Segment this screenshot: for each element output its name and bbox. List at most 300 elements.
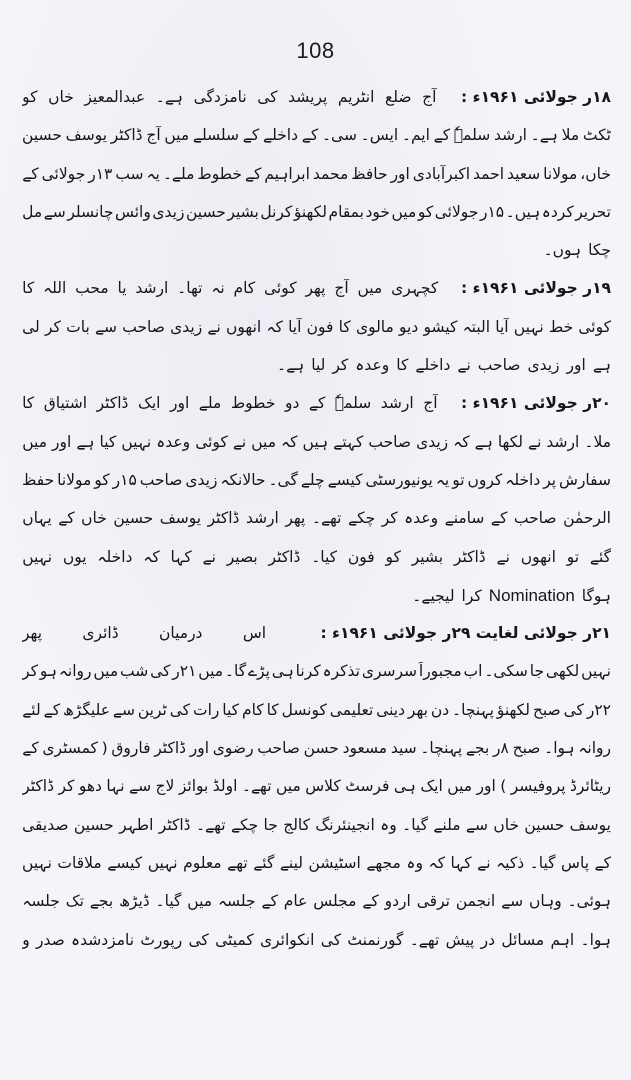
word: لینے [279, 853, 304, 872]
word: اس [242, 624, 267, 643]
word: لی [22, 317, 40, 336]
word: کو [22, 88, 38, 106]
word: لکھنؤ [293, 202, 327, 221]
word: دن [430, 700, 450, 719]
word: وائس [114, 202, 151, 221]
word: کوئی [264, 279, 297, 298]
word: ہوا۔ [544, 739, 575, 758]
word: ایک [137, 394, 161, 413]
word: رپورٹ [140, 930, 183, 949]
word: نے [202, 547, 216, 566]
word: نہیں [22, 853, 52, 872]
text-line [22, 433, 611, 471]
word: نامزدشدہ [71, 930, 135, 949]
word: داخلہ [97, 547, 133, 566]
word: کی [563, 700, 584, 719]
word: یوں [62, 547, 87, 566]
word: کرا [461, 586, 482, 605]
word: تذکرہ [322, 662, 360, 681]
word: گا۔ [224, 662, 247, 681]
word: ڈاکٹر [110, 126, 143, 145]
word: کر [22, 662, 39, 681]
word: صاحب [257, 739, 300, 758]
word: دیو [399, 317, 419, 336]
word: کیا [222, 700, 240, 719]
word: ڈائری [82, 624, 119, 643]
word: اللہ [43, 279, 67, 298]
word: کہتے [333, 432, 364, 451]
word: کالج [283, 815, 311, 834]
text-line [22, 662, 611, 700]
word: کے [22, 739, 39, 758]
text-line [22, 777, 611, 815]
word: ہی [271, 662, 294, 681]
word: عبدالمعیز [84, 88, 146, 106]
word: ہوئی۔ [567, 892, 611, 911]
word: صاحب [122, 317, 165, 336]
word: کرنا [295, 662, 321, 681]
word: کیا [99, 432, 117, 451]
word: کے [244, 164, 262, 183]
word: روانہ [58, 662, 92, 681]
word: سے [94, 317, 118, 336]
word: ۱۳ر [88, 164, 113, 183]
word: تک [65, 892, 84, 911]
word: کے [433, 126, 451, 145]
entry-date: ۱۹ر جولائی ۱۹۶۱ء : [461, 279, 611, 298]
word: صدیقی [22, 815, 69, 834]
word: گئے [589, 547, 611, 566]
word: تھے [227, 853, 248, 872]
word: ۲۲ر [586, 700, 611, 719]
word: فون [306, 317, 334, 336]
word: کام [241, 700, 264, 719]
word: حسین [186, 202, 226, 221]
word: پاس [561, 853, 590, 872]
word: ارشد [245, 509, 279, 528]
word: ڈاکٹر [268, 547, 301, 566]
word: ترقی [416, 892, 450, 911]
word: بات [66, 317, 90, 336]
word: ڈاکٹر [96, 394, 129, 413]
word: نامزدگی [193, 88, 247, 106]
word: کی [188, 930, 209, 949]
word: ارشد [135, 279, 169, 298]
word: پھر [285, 509, 306, 528]
word: کا [22, 394, 35, 413]
word: کے [594, 853, 611, 872]
word: کو [417, 202, 434, 221]
word: کردہ [541, 202, 574, 221]
word: تھے۔ [241, 777, 272, 796]
word: خاں [493, 815, 520, 834]
word: علیگڑھ [62, 700, 110, 719]
word: کیا۔ [311, 547, 338, 566]
word: کیشو [423, 317, 458, 336]
page-number: 108 [296, 38, 335, 63]
word: سے [501, 892, 524, 911]
text-line [22, 126, 611, 164]
word: کی [150, 662, 171, 681]
word: کہا [170, 547, 192, 566]
word: میں [187, 892, 213, 911]
word: سے [112, 700, 135, 719]
word: نے [528, 432, 542, 451]
word: یوسف [569, 815, 611, 834]
word: میں [357, 279, 383, 298]
word: صاحب [477, 356, 521, 375]
word: کے [301, 126, 319, 145]
text-line [22, 739, 611, 777]
word: ہوگا [581, 586, 611, 605]
word: حافظ [351, 164, 388, 183]
word: احمد [473, 164, 505, 183]
word: وہاں [529, 892, 562, 911]
word: یوسف [65, 126, 108, 145]
word: اکبرآبادی [412, 164, 471, 183]
word: چکے [348, 509, 376, 528]
word: ضلع [385, 88, 412, 106]
word: فون [347, 547, 375, 566]
word: مجھے [366, 853, 401, 872]
word: کر [381, 509, 398, 528]
word: آیا [495, 317, 509, 336]
word: حفظ [22, 470, 55, 489]
word: سامنے [444, 509, 485, 528]
word: مل [22, 202, 43, 221]
word: آیا [288, 317, 302, 336]
word: تحریر [575, 202, 611, 221]
word: داخلہ [505, 470, 541, 489]
word: اسٹیشن [308, 853, 361, 872]
diary-entry-heading-line [22, 394, 611, 432]
word: نے [457, 356, 471, 375]
word: خطوط [230, 394, 276, 413]
word: ٹکٹ [582, 126, 611, 145]
word: اب [463, 662, 483, 681]
word: تھا۔ [177, 279, 203, 298]
word: حالانکہ [220, 470, 266, 489]
text-line [22, 356, 611, 394]
word: آج [334, 279, 349, 298]
word: ( [101, 739, 108, 758]
word: زیدی [152, 202, 185, 221]
word: کے [362, 892, 379, 911]
word: فاروق [111, 739, 151, 758]
word: سی۔ [321, 126, 357, 145]
word: میں [251, 432, 277, 451]
word: و [22, 930, 30, 949]
word: صاحب [139, 470, 183, 489]
word: سرسری [361, 662, 418, 681]
word: کے [58, 509, 75, 528]
word: کمیٹی [215, 930, 254, 949]
word: ۱۵ر [112, 470, 137, 489]
word: حسن [303, 739, 339, 758]
word: گیا۔ [402, 815, 428, 834]
word: میں [164, 126, 190, 145]
word: کا [22, 279, 35, 298]
text-line [22, 816, 611, 854]
word: ہے [76, 432, 95, 451]
word: پھر [305, 279, 326, 298]
word: گئے [253, 853, 275, 872]
word: در [480, 930, 496, 949]
nomination-word: Nomination [488, 585, 575, 605]
word: کچہری [391, 279, 439, 298]
word: وہ [380, 815, 397, 834]
word: یہ [435, 470, 450, 489]
word: حسین [22, 126, 62, 145]
word: وعدہ [404, 509, 439, 528]
word: حسین [113, 509, 154, 528]
word: بمقام [328, 202, 364, 221]
word: میں [447, 777, 473, 796]
word: وہ [406, 853, 423, 872]
word: مجبوراً [418, 662, 462, 681]
word: نہا [106, 777, 125, 796]
word: ہیں۔ [505, 202, 541, 221]
word: زیدی [527, 356, 560, 375]
word: کو [94, 470, 110, 489]
word: سے [128, 777, 152, 796]
word: زیدی [185, 470, 218, 489]
word: ٹرین [137, 700, 167, 719]
word: پروفیسر [510, 777, 566, 796]
text-line [22, 586, 611, 624]
word: ہے۔ [530, 126, 558, 145]
word: جا [529, 662, 545, 681]
word: تھے۔ [195, 815, 226, 834]
word: خاں [81, 509, 107, 528]
word: گیا۔ [155, 892, 182, 911]
word: خاں [48, 88, 74, 106]
word: زیدی [170, 317, 203, 336]
word: کر [332, 356, 349, 375]
word: حسین [524, 815, 565, 834]
word: پڑے [247, 662, 270, 681]
word: ہے۔ [155, 88, 183, 106]
word: ملے۔ [162, 164, 195, 183]
word: مولانا [57, 470, 92, 489]
word: ڈاکٹر [158, 815, 191, 834]
word: انٹریم [337, 88, 375, 106]
word: اور [476, 777, 496, 796]
word: شب [120, 662, 149, 681]
word: کے [22, 164, 39, 183]
word: ہے۔ [276, 356, 305, 375]
word: ذکیہ [496, 853, 525, 872]
word: ملا [561, 126, 580, 145]
word: ڈاکٹر [453, 547, 486, 566]
word: تو [452, 470, 465, 489]
word: کی [320, 930, 342, 949]
word: ایک [420, 777, 443, 796]
text-line [22, 203, 611, 241]
word: تو [566, 547, 580, 566]
word: معلوم [183, 853, 222, 872]
word: میں [391, 202, 417, 221]
word: ارشد [380, 394, 414, 413]
word: عام [283, 892, 308, 911]
word: ملاقات [57, 853, 102, 872]
word: البتہ [462, 317, 491, 336]
word: کی [169, 700, 191, 719]
word: محمد [312, 164, 349, 183]
word: چانسلر [67, 202, 114, 221]
word: کر [58, 777, 75, 796]
word: ڈاکٹر [154, 739, 187, 758]
word: کا [396, 356, 409, 375]
word: کام [233, 279, 256, 298]
word: گیا۔ [529, 853, 556, 872]
text-line [22, 701, 611, 739]
word: کرنل [260, 202, 293, 221]
word: ۱۵ر [479, 202, 505, 221]
text-line [22, 318, 611, 356]
word: حسین [73, 815, 114, 834]
word: کلاس [305, 777, 341, 796]
word: انھوں [520, 547, 556, 566]
word: وعدہ [156, 432, 191, 451]
word: بشیر [411, 547, 444, 566]
word: لکھی [545, 662, 580, 681]
word: صبح [532, 700, 561, 719]
word: مالوی [355, 317, 394, 336]
word: زیدی [416, 432, 449, 451]
diary-entry-heading-line [22, 624, 611, 662]
word: کہ [281, 432, 298, 451]
word: روانہ [578, 739, 611, 758]
word: ریٹائرڈ [570, 777, 611, 796]
word: نے [477, 853, 491, 872]
word: کہا [450, 853, 472, 872]
word: یہاں [22, 509, 52, 528]
word: نہیں [121, 432, 152, 451]
word: ملے [198, 394, 222, 413]
word: میں [93, 662, 119, 681]
word: کہ [266, 317, 283, 336]
word: کہ [428, 853, 445, 872]
word: نے [496, 547, 510, 566]
diary-entry-heading-line [22, 88, 611, 126]
text-line [22, 471, 611, 509]
word: گورنمنٹ [347, 930, 404, 949]
text-line [22, 548, 611, 586]
word: اور [52, 432, 72, 451]
word: نہیں [581, 662, 611, 681]
word: میں [275, 777, 301, 796]
word: لئے [22, 700, 41, 719]
word: لکھا [497, 432, 523, 451]
word: محب [75, 279, 109, 298]
word: ۸ر [493, 739, 509, 758]
word: بجے [465, 739, 490, 758]
word: خاں، [580, 164, 611, 183]
word: صدر [35, 930, 65, 949]
word: اور [169, 394, 190, 413]
word: جولائی [434, 202, 479, 221]
word: پہنچا۔ [420, 739, 463, 758]
word: بھر [407, 700, 428, 719]
word: میں [198, 662, 224, 681]
word: خط [548, 317, 574, 336]
word: کیسے [107, 853, 143, 872]
word: گی۔ [268, 470, 298, 489]
word: درمیان [158, 624, 203, 643]
text-line [22, 509, 611, 547]
word: نے [232, 432, 247, 451]
word: ہو [39, 662, 57, 681]
word: مسعود [342, 739, 388, 758]
word: پر [543, 470, 557, 489]
word: ہوں۔ [543, 241, 582, 260]
word: انجمن [455, 892, 496, 911]
word: آج [146, 126, 161, 145]
word: بشیر [227, 202, 259, 221]
word: ہوا۔ [580, 930, 611, 949]
word: ایم۔ [401, 126, 430, 145]
word: اور [189, 739, 210, 758]
diary-text [22, 88, 611, 969]
word: صاحب [513, 509, 557, 528]
word: کمسٹری [42, 739, 98, 758]
word: کر [44, 317, 61, 336]
word: فرسٹ [345, 777, 390, 796]
word: ہے [592, 356, 611, 375]
word: کہ [453, 432, 470, 451]
word: یوسف [159, 509, 202, 528]
word: آج [423, 394, 438, 413]
word: نہیں [147, 853, 178, 872]
word: اشتیاق [43, 394, 88, 413]
text-line [22, 854, 611, 892]
word: سلسلے [192, 126, 240, 145]
word: اردو [384, 892, 411, 911]
word: جا [263, 815, 278, 834]
word: سب [115, 164, 144, 183]
word: انجینئرنگ [315, 815, 375, 834]
word: داخلے [262, 126, 298, 145]
word: سعید [506, 164, 541, 183]
word: خود [365, 202, 390, 221]
word: انکوائری [260, 930, 315, 949]
word: کہ [143, 547, 160, 566]
word: صبح [512, 739, 541, 758]
word: تعلیمی [329, 700, 374, 719]
word: سفارش [559, 470, 611, 489]
word: ابراہیم [264, 164, 310, 183]
word: مجلس [313, 892, 357, 911]
word: سے [43, 202, 66, 221]
word: کروں [467, 470, 503, 489]
text-line [22, 931, 611, 969]
word: کا [338, 317, 351, 336]
word: دھو [78, 777, 102, 796]
word: ارشد [546, 432, 580, 451]
word: کے [261, 892, 278, 911]
word: مسائل [501, 930, 545, 949]
text-line [22, 241, 611, 279]
text-line [22, 892, 611, 930]
word: پھر [22, 624, 43, 643]
word: ۲۱ر [172, 662, 197, 681]
word: لاج [155, 777, 175, 796]
word: کو [385, 547, 401, 566]
word: سلمہٗ [453, 126, 491, 145]
entry-date: ۱۸ر جولائی ۱۹۶۱ء : [461, 88, 611, 106]
word: بجے [89, 892, 114, 911]
